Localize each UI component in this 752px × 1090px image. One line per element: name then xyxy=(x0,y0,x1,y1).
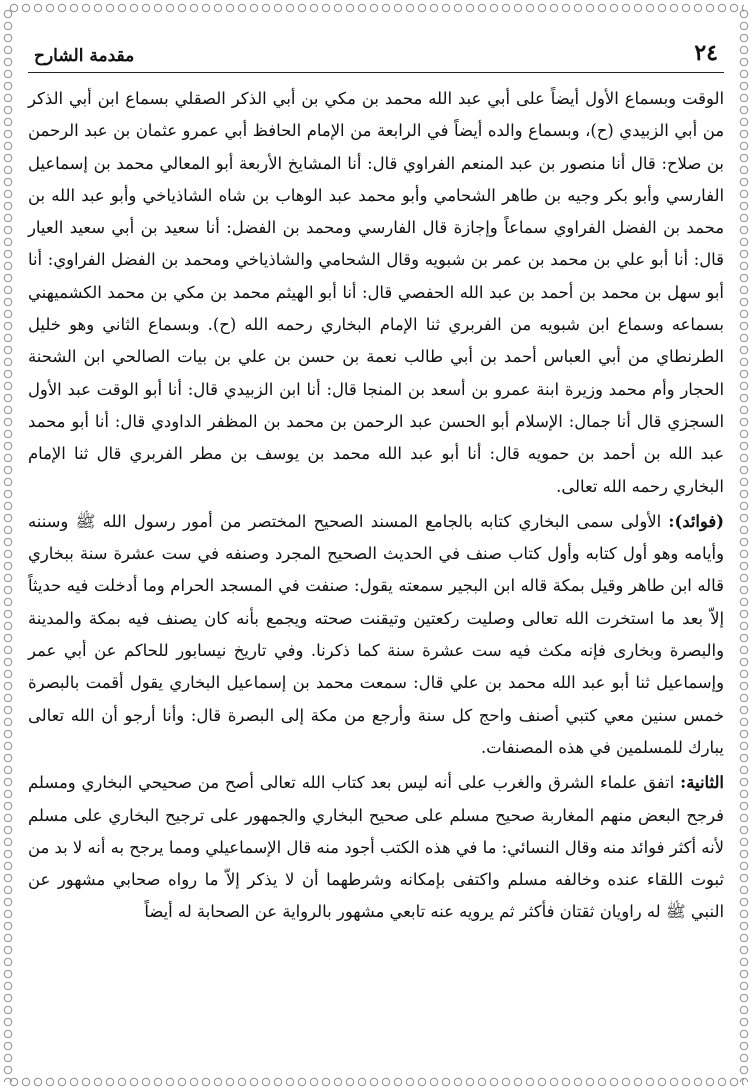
body-text xyxy=(28,83,724,929)
book-page xyxy=(28,22,724,1068)
ornamental-border-bottom xyxy=(8,1076,744,1088)
paragraph-text: الوقت وبسماع الأول أيضاً على أبي عبد الله محمد بن مكي بن أبي الذكر الصقلي بسماع ابن أبي الذكر من أبي الزبيدي (ح)، وبسماع والده أيضاً في الرابعة من الإمام الحافظ أبي عمرو عثمان بن عبد الرحمن بن صلاح: قال أنا منصور بن عبد المنعم الفراوي قال: أنا المشايخ الأربعة أبو المعالي محمد بن إسماعيل الفارسي وأبو بكر وجيه بن طاهر الشحامي وأبو محمد عبد الوهاب بن شاه الشاذياخي وأبو عبد الله بن محمد بن الفضل الفراوي سماعاً وإجازة قال الفارسي ومحمد بن الفضل: أنا سعيد بن أبي سعيد العيار قال: أنا أبو علي بن محمد بن عمر بن شبويه وقال الشحامي والشاذياخي ومحمد بن الفضل الفراوي: أنا أبو سهل بن محمد بن أحمد بن عبد الله الحفصي قال: أنا أبو الهيثم محمد بن مكي بن محمد الكشميهني بسماعه وسماع ابن شبويه من الفربري ثنا الإمام البخاري رحمه الله (ح). وبسماع الثاني وهو خليل الطرنطاي من أبي العباس أحمد بن أبي طالب نعمة بن حسن بن علي بن بيات الصالحي ابن الشحنة الحجار وأم محمد وزيرة ابنة عمرو بن أسعد بن المنجا قال: أنا ابن الزبيدي قال: أنا أبو الوقت عبد الأول السجزي قال أنا جمال: الإسلام أبو الحسن عبد الرحمن بن محمد بن المظفر الداودي قال: أنا أبو محمد عبد الله بن أحمد بن حمويه قال: أنا أبو عبد الله محمد بن يوسف بن مطر الفربري قال ثنا الإمام البخاري رحمه الله تعالى. xyxy=(28,89,724,496)
ornamental-border-left xyxy=(2,8,14,1082)
page-header xyxy=(28,22,724,73)
page-number: ٢٤ xyxy=(694,40,718,66)
ornamental-border-top xyxy=(8,2,744,14)
paragraph-isnad xyxy=(28,83,724,503)
paragraph-fawaid xyxy=(28,506,724,764)
paragraph-second xyxy=(28,767,724,928)
paragraph-text: اتفق علماء الشرق والغرب على أنه ليس بعد كتاب الله تعالى أصح من صحيحي البخاري ومسلم فرجح البعض منهم المغاربة صحيح مسلم على صحيح البخاري والجمهور على ترجيح البخاري على مسلم لأنه أكثر فوائد منه وقال النسائي: ما في هذه الكتب أجود منه قال الإسماعيلي ومما يرجح به أنه لا بد من ثبوت اللقاء عنده وخالفه مسلم واكتفى بإمكانه وشرطهما أن لا يذكر إلاّ ما رواه صحابي مشهور عن النبي ﷺ له راويان ثقتان فأكثر ثم يرويه عنه تابعي مشهور بالرواية عن الصحابة له أيضاً xyxy=(28,773,724,922)
paragraph-lead: (فوائد): xyxy=(668,511,724,531)
paragraph-lead: الثانية: xyxy=(680,773,724,793)
running-head: مقدمة الشارح xyxy=(34,46,135,66)
ornamental-border-right xyxy=(738,8,750,1082)
paragraph-text: الأولى سمى البخاري كتابه بالجامع المسند الصحيح المختصر من أمور رسول الله ﷺ وسننه وأيامه وهو أول كتابه وأول كتاب صنف في الحديث الصحيح المجرد وصنفه في ست عشرة سنة ببخاري قاله ابن طاهر وقيل بمكة قاله ابن البجير سمعته يقول: صنفت في المسجد الحرام وما أدخلت فيه حديثاً إلاّ بعد ما استخرت الله تعالى وصليت ركعتين وتيقنت صحته ويجمع بأنه كان يصنف فيه بمكة والمدينة والبصرة وبخارى فإنه مكث فيه ست عشرة سنة كما ذكرنا. وفي تاريخ نيسابور للحاكم عن أبي عمر وإسماعيل ثنا أبو عبد الله محمد بن علي قال: سمعت محمد بن إسماعيل البخاري يقول أقمت بالبصرة خمس سنين معي كتبي أصنف واحج كل سنة وأرجع من مكة إلى البصرة قال: وأنا أرجو أن الله تعالى يبارك للمسلمين في هذه المصنفات. xyxy=(28,511,724,757)
